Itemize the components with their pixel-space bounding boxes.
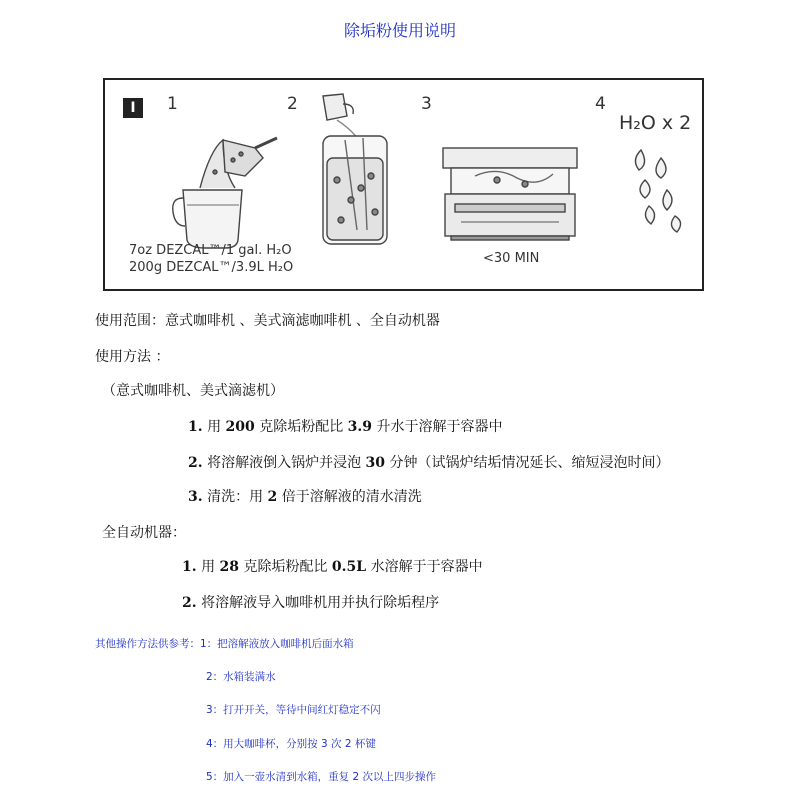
usage-method-label: 使用方法 ：: [95, 349, 170, 365]
other-method-step: 2：水箱装满水: [206, 671, 276, 683]
step-amount: 30: [365, 455, 386, 471]
step-amount: 28: [219, 559, 240, 575]
auto-step-1: [182, 556, 483, 576]
other-methods: [95, 636, 354, 651]
espresso-step-3: [188, 486, 422, 506]
step-amount: 2: [267, 489, 278, 505]
auto-step-2: [182, 592, 439, 612]
rinse-caption: H₂O x 2: [619, 112, 692, 134]
step-text: 将溶解液倒入锅炉并浸泡: [207, 455, 362, 471]
section-badge: I: [123, 98, 143, 118]
step-text: 分钟（试锅炉结垢情况延长、缩短浸泡时间）: [389, 455, 670, 471]
other-method-step: 5：加入一壶水清到水箱，重复 2 次以上四步操作: [206, 771, 437, 783]
step-number: 1: [167, 94, 178, 114]
step-number: 2: [287, 94, 298, 114]
step-index: 1.: [188, 419, 203, 435]
step-text: 将溶解液导入咖啡机用并执行除垢程序: [201, 595, 440, 611]
auto-section-heading: 全自动机器：: [102, 525, 186, 541]
step-text: 克除垢粉配比: [259, 419, 344, 435]
espresso-step-1: [188, 416, 502, 436]
pitcher-glass-icon: [323, 94, 387, 244]
other-method-step: 3：打开开关，等待中间红灯稳定不闪: [206, 704, 381, 716]
other-methods-label: 其他操作方法供参考：: [95, 638, 200, 650]
water-drops-icon: [635, 150, 680, 232]
step-text: 用: [207, 419, 222, 435]
step-index: 3.: [188, 489, 203, 505]
step-amount: 0.5L: [331, 559, 367, 575]
instruction-image: [103, 78, 704, 291]
step-number: 4: [595, 94, 606, 114]
other-method-step: 4：用大咖啡杯，分别按 3 次 2 杯键: [206, 738, 376, 750]
espresso-section-heading: （意式咖啡机、美式滴滤机）: [102, 383, 284, 399]
step-text: 升水于溶解于容器中: [376, 419, 503, 435]
soak-time-caption: <30 MIN: [483, 251, 540, 266]
step-index: 2.: [182, 595, 197, 611]
step-text: 水溶解于于容器中: [370, 559, 483, 575]
usage-scope: 使用范围：意式咖啡机 、美式滴滤咖啡机 、全自动机器: [95, 313, 440, 329]
espresso-machine-icon: [443, 148, 577, 240]
step-text: 克除垢粉配比: [243, 559, 328, 575]
step-index: 1.: [182, 559, 197, 575]
step-amount: 3.9: [347, 419, 373, 435]
dosage-caption-metric: 200g DEZCAL™/3.9L H₂O: [129, 260, 294, 275]
step-amount: 200: [225, 419, 255, 435]
step-text: 倍于溶解液的清水清洗: [281, 489, 422, 505]
step-text: 用: [201, 559, 216, 575]
dosage-caption-imperial: 7oz DEZCAL™/1 gal. H₂O: [129, 243, 292, 258]
other-method-step: 1：把溶解液放入咖啡机后面水箱: [200, 638, 354, 650]
espresso-step-2: [188, 452, 669, 472]
step-text: 清洗：用: [207, 489, 264, 505]
step-index: 2.: [188, 455, 203, 471]
step-number: 3: [421, 94, 432, 114]
measuring-cup-icon: [173, 138, 277, 248]
page-title: 除垢粉使用说明: [343, 21, 456, 40]
